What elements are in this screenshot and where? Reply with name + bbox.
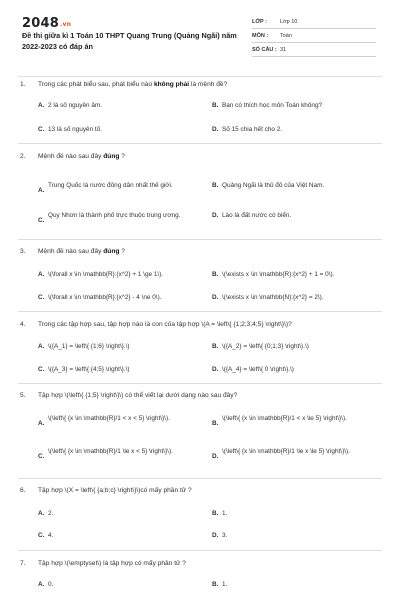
question-text: Mệnh đề nào sau đây đúng ?: [38, 153, 125, 160]
question-number: 6.: [20, 487, 26, 494]
site-logo[interactable]: [22, 16, 71, 31]
meta-label: MÔN :: [252, 32, 269, 39]
meta-row-subject: [252, 29, 376, 43]
question-number: 7.: [20, 560, 26, 567]
exam-title: Đề thi giữa kì 1 Toán 10 THPT Quang Trung (Quảng Ngãi) năm 2022-2023 có đáp án: [22, 31, 237, 51]
question-number: 1.: [20, 81, 26, 88]
question-number: 4.: [20, 321, 26, 328]
divider: [18, 76, 382, 77]
logo-suffix: .vn: [59, 21, 72, 28]
meta-value: 31: [280, 46, 287, 53]
question-number: 2.: [20, 153, 26, 160]
exam-header: [0, 0, 400, 70]
meta-row-class: [252, 15, 376, 29]
divider: [18, 239, 382, 240]
divider: [18, 478, 382, 479]
divider: [18, 550, 382, 551]
question-text: Tập hợp \(X = \left\{ {a;b;c} \right\}\)có mấy phần tử ?: [38, 487, 192, 494]
question-text: Tập hợp \(\left\{ {1;5} \right\}\) có thể viết lại dưới dạng nào sau đây?: [38, 392, 238, 399]
exam-meta-table: [252, 15, 376, 57]
question-text: Tập hợp \(\emptyset\) là tập hợp có mấy phần tử ?: [38, 560, 186, 567]
question-text: Trong các tập hợp sau, tập hợp nào là con của tập hợp \(A = \left\{ {1;2;3;4;5} \right\}\)?: [38, 321, 292, 328]
question-text: Mệnh đề nào sau đây đúng ?: [38, 248, 125, 255]
divider: [18, 383, 382, 384]
exam-page: 2048.vn Đề thi giữa kì 1 Toán 10 THPT Quang Trung (Quảng Ngãi) năm 2022-2023 có đáp án LỚP : Lớp 10 MÔN : Toán SỐ CÂU : 31 1. Trong các phát biểu sau, phát biểu nào không phải là mệnh đề? A. 2 là số nguyên âm. B. Bạn có thích học môn Toán không? C. 13 là số nguyên tố. D. Số 15 chia hết cho 2. 2. Mệnh đề nào sau đây đúng ? A. Trung Quốc là nước đông dân nhất thế giới. B. Quảng Ngãi là thủ đô của Việt Nam. C. Quy Nhơn là thành phố trực thuộc trung ương. D. Lào là đất nước có biển. 3. Mệnh đề nào sau đây đúng ? A. \(\forall x \in \mathbb{R}:{x^2} + 1 \ge 1\). B. \(\exists x \in \mathbb{R}:{x^2} + 1 = 0\). C. \(\forall x \in \mathbb{R}:{x^2} - 4 \ne 0\). D. \(\exists x \in \mathbb{N}:{x^2} = 2\). 4. Trong các tập hợp sau, tập hợp nào là con của tập hợp \(A = \left\{ {1;2;3;4;5} \right\}\)? A. \({A_1} = \left\{ {1;6} \right\}.\) B. \({A_2} = \left\{ {0;1;3} \right\}.\) C. \({A_3} = \left\{ {4;5} \right\}.\) D. \({A_4} = \left\{ 0 \right\}.\) 5. Tập hợp \(\left\{ {1;5} \right\}\) có thể viết lại dưới dạng nào sau đây? A. \(\left\{ {x \in \mathbb{R}/1 < x < 5} \right\}\). B. \(\left\{ {x \in \mathbb{R}/1 < x \le 5} \right\}\). C. \(\left\{ {x \in \mathbb{R}/1 \le x < 5} \right\}\). D. \(\left\{ {x \in \mathbb{R}/1 \le x \le 5} \right\}\). 6. Tập hợp \(X = \left\{ {a;b;c} \right\}\)có mấy phần tử ? A. 2. B. 1. C. 4. D. 3. 7. Tập hợp \(\emptyset\) là tập hợp có mấy phần tử ? A. 0. B. 1.: [0, 0, 400, 600]
question-number: 3.: [20, 248, 26, 255]
meta-value: Lớp 10: [280, 18, 298, 25]
divider: [18, 311, 382, 312]
meta-label: LỚP :: [252, 18, 267, 25]
meta-value: Toán: [280, 32, 292, 39]
meta-row-count: [252, 43, 376, 57]
question-number: 5.: [20, 392, 26, 399]
divider: [18, 143, 382, 144]
meta-label: SỐ CÂU :: [252, 46, 277, 53]
question-text: Trong các phát biểu sau, phát biểu nào không phải là mệnh đề?: [38, 81, 228, 88]
logo-text: 2048: [22, 16, 59, 31]
